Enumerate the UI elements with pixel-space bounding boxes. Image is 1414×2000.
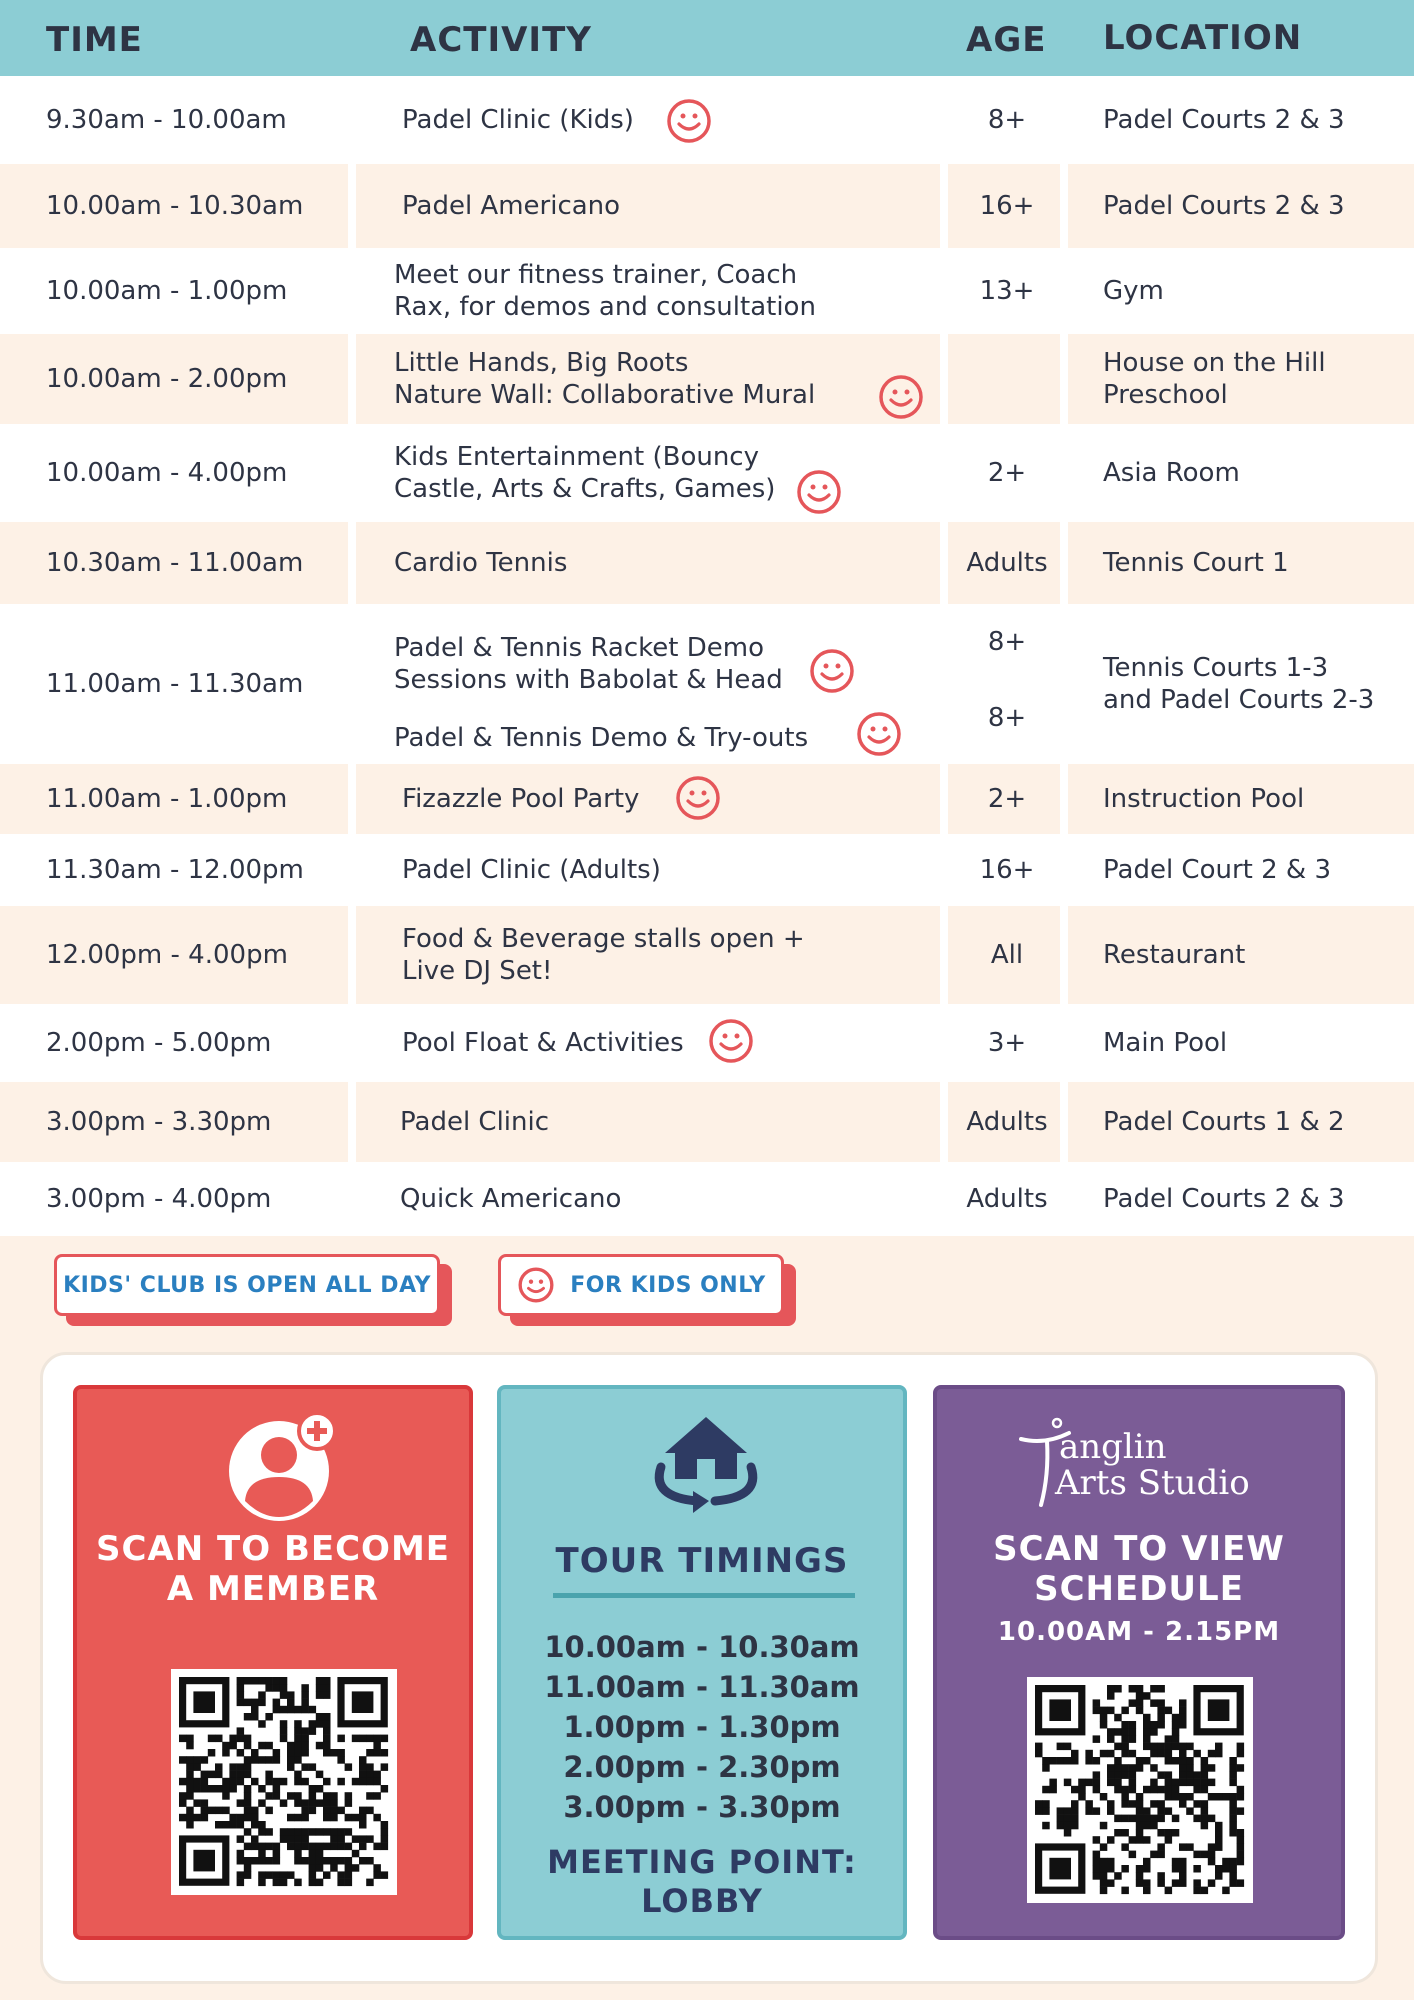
location-cell: Padel Courts 1 & 2 xyxy=(1103,1107,1345,1137)
age-cell: Adults xyxy=(966,1184,1048,1214)
time-cell: 3.00pm - 4.00pm xyxy=(46,1184,272,1214)
location-cell: Padel Courts 2 & 3 xyxy=(1103,105,1345,135)
schedule-row xyxy=(0,248,1414,334)
age-cell: Adults xyxy=(966,548,1048,578)
tour-time: 11.00am - 11.30am xyxy=(544,1670,860,1704)
header-activity: ACTIVITY xyxy=(410,20,592,60)
column-separator xyxy=(348,764,356,834)
tour-times xyxy=(501,1627,903,1827)
kids-only-label: FOR KIDS ONLY xyxy=(570,1272,766,1298)
activity-cell: Quick Americano xyxy=(400,1184,622,1214)
arts-qr-code[interactable] xyxy=(1027,1677,1253,1903)
time-cell: 3.00pm - 3.30pm xyxy=(46,1107,272,1137)
member-title: SCAN TO BECOME A MEMBER xyxy=(95,1529,451,1609)
activity-cell: Pool Float & Activities xyxy=(402,1028,684,1058)
age-cell xyxy=(952,334,1062,424)
kids-club-label: KIDS' CLUB IS OPEN ALL DAY xyxy=(63,1272,431,1298)
age-cell: 13+ xyxy=(979,276,1035,306)
arts-studio-card xyxy=(933,1385,1345,1940)
tanglin-arts-logo xyxy=(1017,1415,1277,1515)
schedule-row xyxy=(0,906,1414,1004)
time-cell: 9.30am - 10.00am xyxy=(46,105,287,135)
header-location: LOCATION xyxy=(1103,18,1303,58)
member-qr-code[interactable] xyxy=(171,1669,397,1895)
time-cell: 10.00am - 4.00pm xyxy=(46,458,288,488)
tour-time: 2.00pm - 2.30pm xyxy=(563,1750,841,1784)
logo-line-1: anglin xyxy=(1059,1427,1167,1467)
activity-cell: Padel Clinic (Kids) xyxy=(402,105,634,135)
activity-cell: Meet our fitness trainer, Coach Rax, for demos and consultation xyxy=(394,260,816,322)
time-cell: 2.00pm - 5.00pm xyxy=(46,1028,272,1058)
house-tour-icon xyxy=(647,1411,765,1521)
location-cell: House on the Hill Preschool xyxy=(1103,348,1326,410)
time-cell: 10.00am - 10.30am xyxy=(46,191,304,221)
kids-only-smiley-icon xyxy=(855,710,903,758)
age-cell: 2+ xyxy=(987,784,1027,814)
age-cell: 8+ xyxy=(987,105,1027,135)
location-cell: Gym xyxy=(1103,276,1164,306)
kids-club-badge xyxy=(54,1254,440,1316)
age-cell: 2+ xyxy=(987,458,1027,488)
age-cell: 16+ xyxy=(979,855,1035,885)
location-cell: Tennis Court 1 xyxy=(1103,548,1289,578)
column-separator xyxy=(348,906,356,1004)
activity-cell: Kids Entertainment (Bouncy Castle, Arts & Crafts, Games) xyxy=(394,442,776,504)
age-cell: All xyxy=(990,940,1024,970)
activity-cell: Cardio Tennis xyxy=(394,548,568,578)
age-cell: 16+ xyxy=(979,191,1035,221)
schedule-row xyxy=(0,522,1414,604)
kids-only-smiley-icon xyxy=(808,647,856,695)
column-separator xyxy=(348,334,356,424)
activity-cell: Padel Clinic xyxy=(400,1107,550,1137)
smiley-icon xyxy=(516,1265,556,1305)
column-separator xyxy=(940,522,948,604)
column-separator xyxy=(348,1082,356,1162)
location-cell: Padel Court 2 & 3 xyxy=(1103,855,1332,885)
tour-time: 10.00am - 10.30am xyxy=(544,1630,860,1664)
arts-time: 10.00AM - 2.15PM xyxy=(997,1617,1281,1647)
time-cell: 11.00am - 1.00pm xyxy=(46,784,288,814)
column-separator xyxy=(940,906,948,1004)
kids-only-smiley-icon xyxy=(707,1017,755,1065)
location-cell: Padel Courts 2 & 3 xyxy=(1103,1184,1345,1214)
time-cell: 10.00am - 1.00pm xyxy=(46,276,288,306)
schedule-row xyxy=(0,164,1414,248)
schedule-row xyxy=(0,1082,1414,1162)
tour-time: 3.00pm - 3.30pm xyxy=(563,1790,841,1824)
arts-title: SCAN TO VIEW SCHEDULE xyxy=(993,1529,1285,1609)
tour-divider xyxy=(553,1593,855,1598)
location-cell: Instruction Pool xyxy=(1103,784,1305,814)
header-age: AGE xyxy=(966,20,1047,60)
schedule-row xyxy=(0,1162,1414,1236)
location-cell: Restaurant xyxy=(1103,940,1246,970)
time-cell: 11.30am - 12.00pm xyxy=(46,855,304,885)
time-cell: 10.00am - 2.00pm xyxy=(46,364,288,394)
column-separator xyxy=(940,164,948,248)
schedule-header xyxy=(0,0,1414,76)
column-separator xyxy=(348,522,356,604)
activity-cell: Food & Beverage stalls open + Live DJ Set! xyxy=(402,924,805,986)
kids-only-smiley-icon xyxy=(795,468,843,516)
logo-line-2: Arts Studio xyxy=(1055,1463,1250,1503)
activity-cell: Fizazzle Pool Party xyxy=(402,784,640,814)
schedule-row xyxy=(0,604,1414,764)
header-time: TIME xyxy=(46,20,143,60)
location-cell: Asia Room xyxy=(1103,458,1240,488)
location-cell: Main Pool xyxy=(1103,1028,1228,1058)
tour-card xyxy=(497,1385,907,1940)
activity-cell: Little Hands, Big Roots Nature Wall: Collaborative Mural xyxy=(394,348,816,410)
column-separator xyxy=(940,764,948,834)
activity-cell: Padel & Tennis Racket Demo Sessions with Babolat & Head Padel & Tennis Demo & Try-outs xyxy=(394,633,809,753)
time-cell: 10.30am - 11.00am xyxy=(46,548,304,578)
tour-time: 1.00pm - 1.30pm xyxy=(563,1710,841,1744)
activity-cell: Padel Clinic (Adults) xyxy=(402,855,661,885)
location-cell: Tennis Courts 1-3 and Padel Courts 2-3 xyxy=(1103,653,1375,715)
time-cell: 12.00pm - 4.00pm xyxy=(46,940,288,970)
kids-only-smiley-icon xyxy=(877,373,925,421)
time-cell: 11.00am - 11.30am xyxy=(46,669,304,699)
meeting-point: MEETING POINT: LOBBY xyxy=(547,1843,857,1920)
add-user-icon xyxy=(225,1409,341,1525)
schedule-row xyxy=(0,834,1414,906)
member-card xyxy=(73,1385,473,1940)
age-cell: 8+ 8+ xyxy=(987,627,1027,733)
age-cell: Adults xyxy=(966,1107,1048,1137)
location-cell: Padel Courts 2 & 3 xyxy=(1103,191,1345,221)
kids-only-legend xyxy=(498,1254,784,1316)
tour-title: TOUR TIMINGS xyxy=(555,1541,849,1581)
activity-cell: Padel Americano xyxy=(402,191,621,221)
schedule-row xyxy=(0,334,1414,424)
column-separator xyxy=(348,164,356,248)
column-separator xyxy=(940,334,948,424)
kids-only-smiley-icon xyxy=(674,774,722,822)
column-separator xyxy=(940,1082,948,1162)
schedule-row xyxy=(0,424,1414,522)
age-cell: 3+ xyxy=(987,1028,1027,1058)
kids-only-smiley-icon xyxy=(665,97,713,145)
